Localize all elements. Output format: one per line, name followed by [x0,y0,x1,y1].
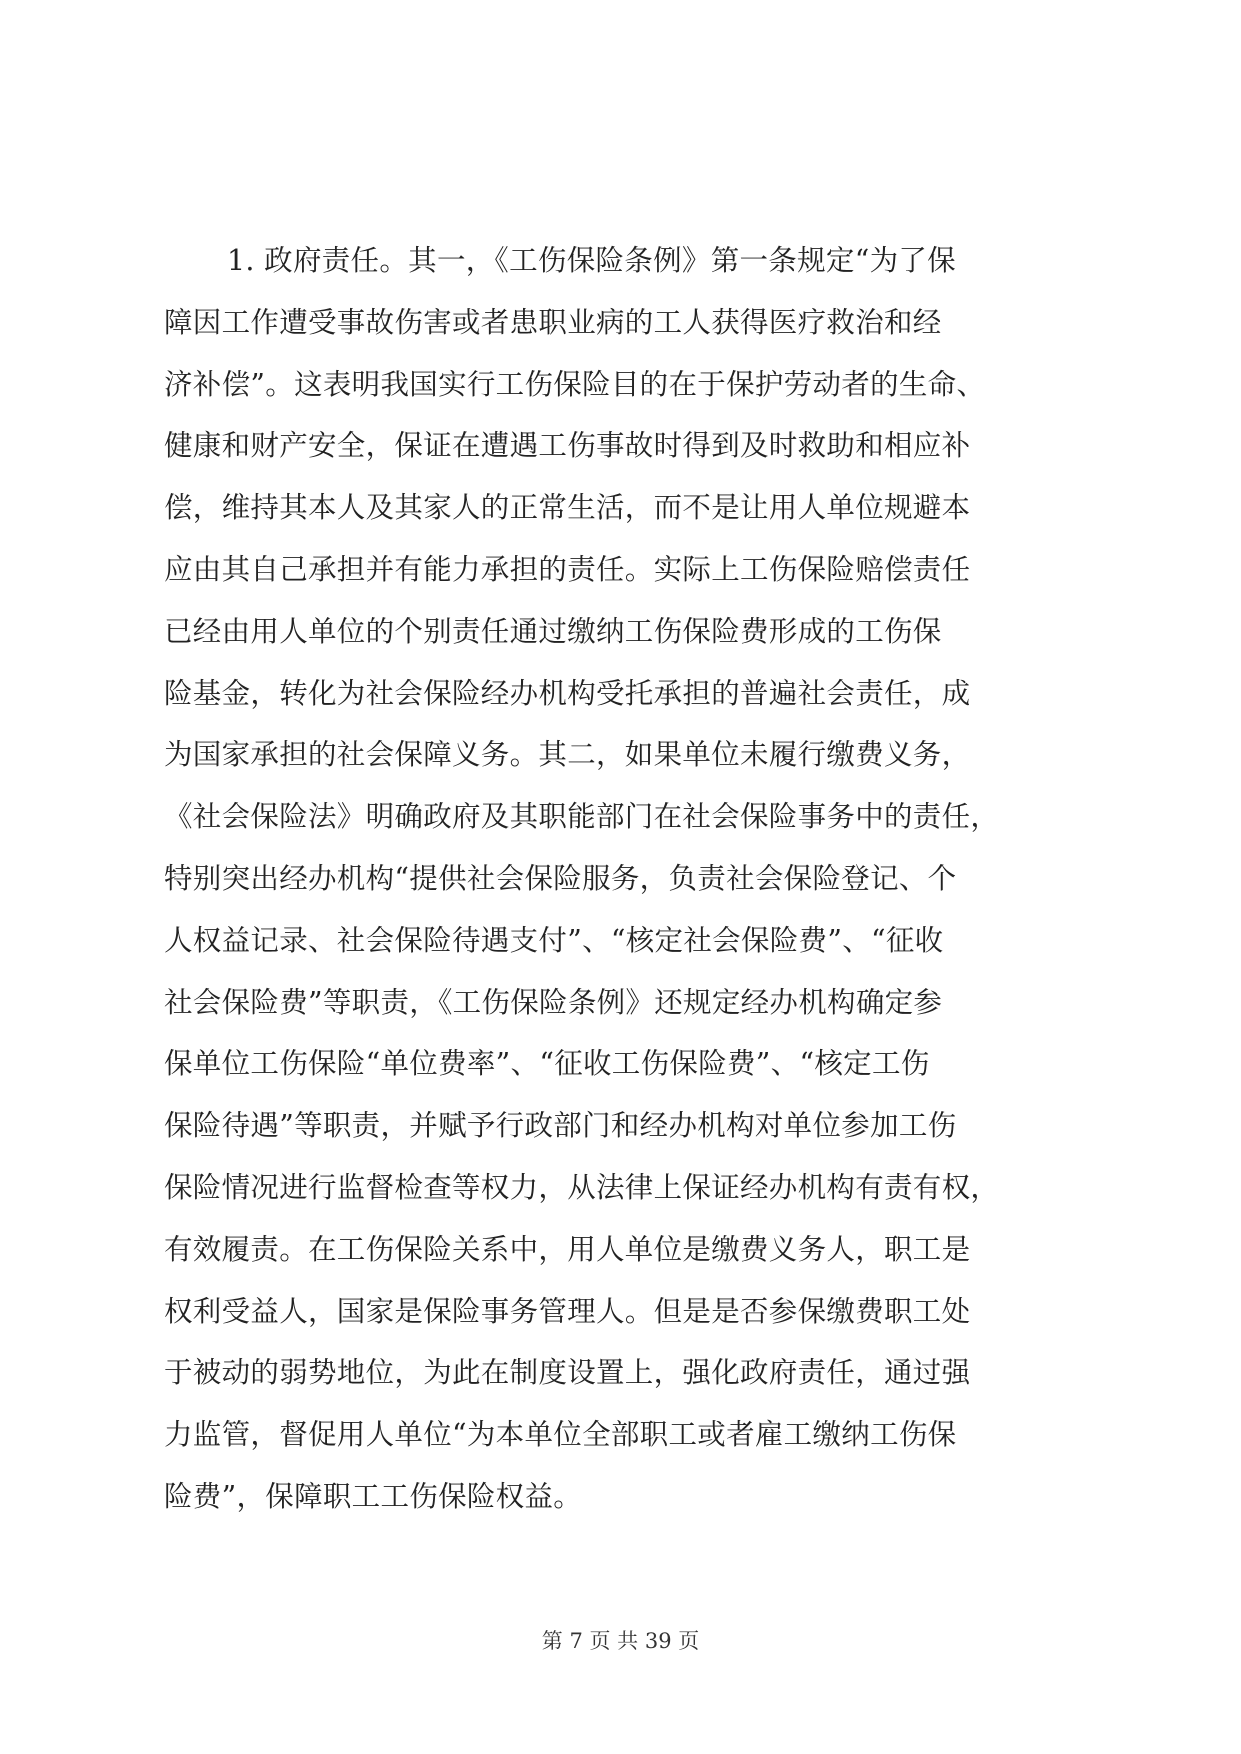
body-paragraph [164,230,1084,1528]
paragraph-line: 障因工作遭受事故伤害或者患职业病的工人获得医疗救治和经 [164,305,942,339]
paragraph-line: 社会保险费”等职责，《工伤保险条例》还规定经办机构确定参 [164,985,943,1019]
paragraph-line: 保险情况进行监督检查等权力，从法律上保证经办机构有责有权， [164,1170,1000,1204]
paragraph-line: 有效履责。在工伤保险关系中，用人单位是缴费义务人，职工是 [164,1232,971,1266]
paragraph-line: 1. 政府责任。其一，《工伤保险条例》第一条规定“为了保 [227,244,956,277]
paragraph-line: 保险待遇”等职责，并赋予行政部门和经办机构对单位参加工伤 [164,1109,957,1143]
paragraph-line: 保单位工伤保险“单位费率”、“征收工伤保险费”、“核定工伤 [164,1047,930,1081]
paragraph-line: 应由其自己承担并有能力承担的责任。实际上工伤保险赔偿责任 [164,552,971,586]
paragraph-line: 已经由用人单位的个别责任通过缴纳工伤保险费形成的工伤保 [164,614,942,648]
paragraph-line: 济补偿”。这表明我国实行工伤保险目的在于保护劳动者的生命、 [164,367,986,401]
paragraph-line: 险基金，转化为社会保险经办机构受托承担的普遍社会责任，成 [164,676,971,710]
paragraph-line: 险费”，保障职工工伤保险权益。 [164,1479,583,1513]
paragraph-line: 特别突出经办机构“提供社会保险服务，负责社会保险登记、个 [164,861,957,895]
paragraph-line: 于被动的弱势地位，为此在制度设置上，强化政府责任，通过强 [164,1356,971,1390]
paragraph-line: 《社会保险法》明确政府及其职能部门在社会保险事务中的责任， [164,800,1000,834]
paragraph-line: 为国家承担的社会保障义务。其二，如果单位未履行缴费义务， [164,738,971,772]
paragraph-line: 偿，维持其本人及其家人的正常生活，而不是让用人单位规避本 [164,491,971,525]
paragraph-line: 力监管，督促用人单位“为本单位全部职工或者雇工缴纳工伤保 [164,1418,957,1452]
paragraph-line: 权利受益人，国家是保险事务管理人。但是是否参保缴费职工处 [164,1294,971,1328]
paragraph-line: 人权益记录、社会保险待遇支付”、“核定社会保险费”、“征收 [164,923,944,957]
page-number: 第 7 页 共 39 页 [541,1629,700,1653]
paragraph-line: 健康和财产安全，保证在遭遇工伤事故时得到及时救助和相应补 [164,429,971,463]
page-footer [0,1626,1241,1656]
